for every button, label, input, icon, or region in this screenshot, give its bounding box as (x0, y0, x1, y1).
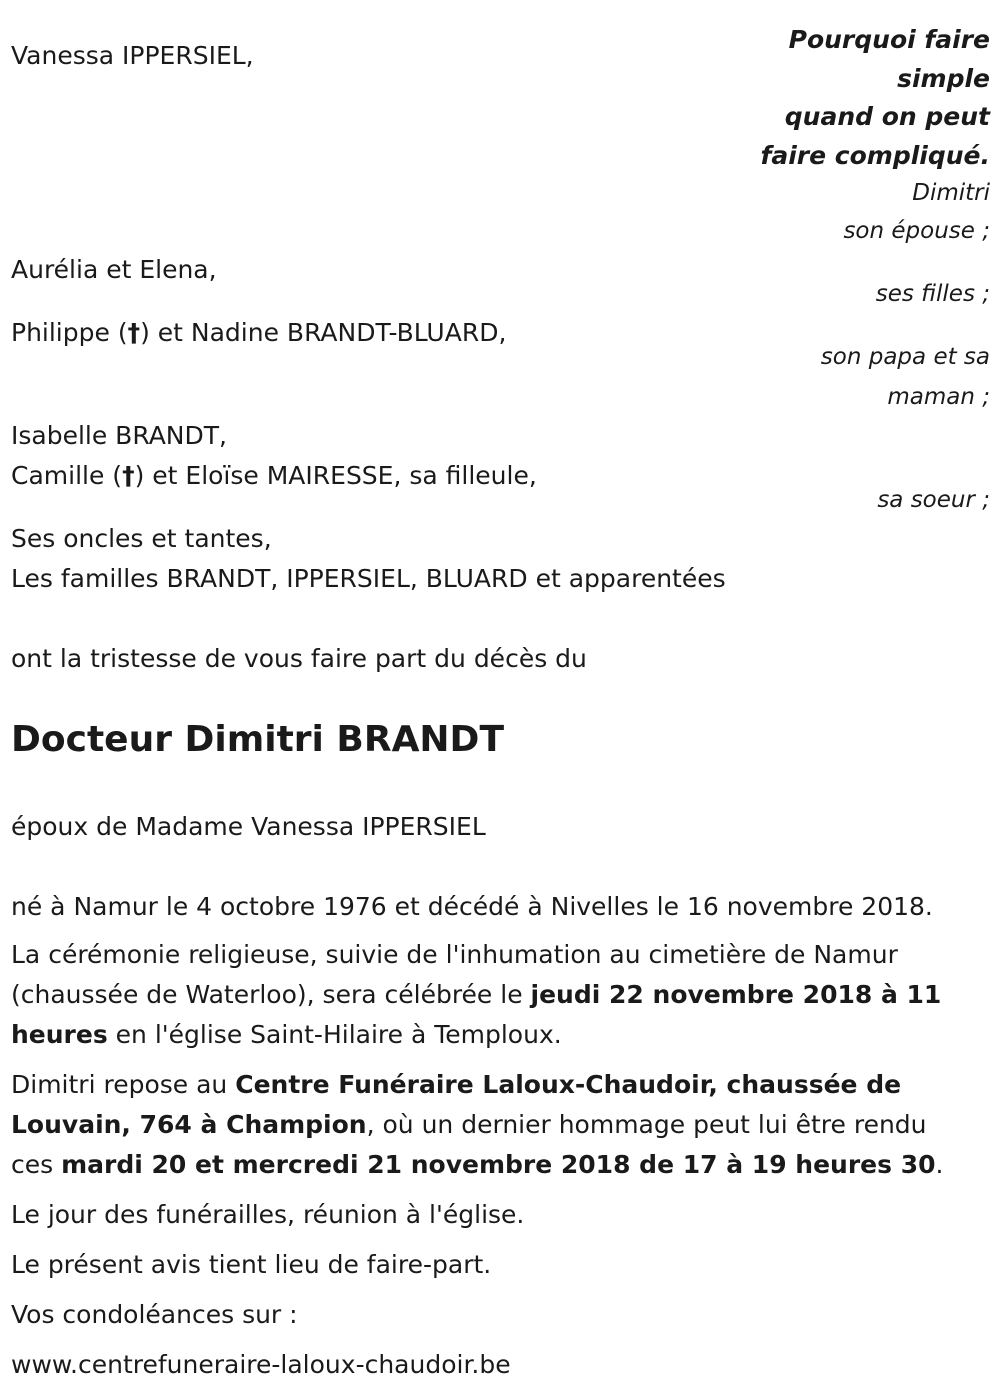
spouse-of: époux de Madame Vanessa IPPERSIEL (11, 812, 486, 841)
camille-text-post: ) et Eloïse MAIRESSE, sa filleule, (134, 461, 537, 490)
family-camille (11, 456, 537, 496)
ceremony-paragraph (11, 935, 971, 1055)
family-uncles: Ses oncles et tantes, (11, 524, 272, 553)
quote-author: Dimitri (912, 180, 990, 206)
website-link[interactable]: www.centrefuneraire-laloux-chaudoir.be (11, 1350, 511, 1379)
repose-text-mid: , où un dernier hommage peut lui être rendu ces (11, 1110, 927, 1179)
ceremony-text-pre: La cérémonie religieuse, suivie de l'inhumation au cimetière de Namur (chaussée de Waterloo), sera célébrée le (11, 940, 898, 1009)
repose-place: Centre Funéraire Laloux-Chaudoir, chaussée de Louvain, 764 à Champion (11, 1070, 902, 1139)
repose-paragraph (11, 1065, 971, 1185)
quote-line-4: faire compliqué. (760, 141, 990, 170)
role-sister: sa soeur ; (877, 487, 990, 513)
family-families: Les familles BRANDT, IPPERSIEL, BLUARD et apparentées (11, 564, 726, 593)
cross-icon: † (127, 318, 141, 347)
quote-line-1: Pourquoi faire (788, 25, 990, 54)
notice-text: Le présent avis tient lieu de faire-part. (11, 1250, 492, 1279)
role-spouse: son épouse ; (843, 218, 990, 244)
ceremony-text-post: en l'église Saint-Hilaire à Temploux. (107, 1020, 562, 1049)
announce-text: ont la tristesse de vous faire part du décès du (11, 644, 587, 673)
camille-text-pre: Camille ( (11, 461, 123, 490)
quote-line-2: simple (897, 64, 990, 93)
role-daughters: ses filles ; (875, 281, 990, 307)
role-parents-line-1: son papa et sa (820, 344, 990, 370)
quote-line-3: quand on peut (784, 102, 990, 131)
birth-death: né à Namur le 4 octobre 1976 et décédé à Nivelles le 16 novembre 2018. (11, 892, 933, 921)
family-sister: Isabelle BRANDT, (11, 421, 227, 450)
ceremony-date: jeudi 22 novembre 2018 à 11 heures (11, 980, 942, 1049)
family-parents (11, 313, 506, 353)
repose-text-post: . (935, 1150, 944, 1179)
cross-icon: † (122, 461, 135, 490)
deceased-name: Docteur Dimitri BRANDT (11, 719, 504, 760)
family-daughters: Aurélia et Elena, (11, 255, 217, 284)
parents-text-post: ) et Nadine BRANDT-BLUARD, (140, 318, 507, 347)
repose-dates: mardi 20 et mercredi 21 novembre 2018 de 17 à 19 heures 30 (61, 1150, 936, 1179)
family-vanessa: Vanessa IPPERSIEL, (11, 41, 254, 70)
funeral-day: Le jour des funérailles, réunion à l'église. (11, 1200, 525, 1229)
role-parents-line-2: maman ; (887, 384, 990, 410)
condolences-text: Vos condoléances sur : (11, 1300, 298, 1329)
parents-text-pre: Philippe ( (11, 318, 128, 347)
repose-text-pre: Dimitri repose au (11, 1070, 236, 1099)
